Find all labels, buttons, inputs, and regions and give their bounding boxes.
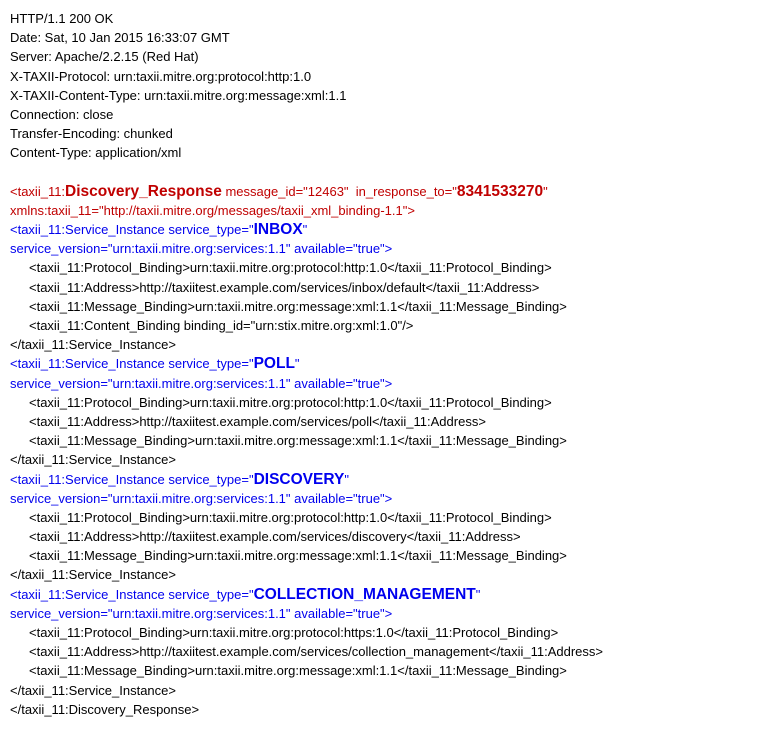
service-child-element: <taxii_11:Protocol_Binding>urn:taxii.mitre.org:protocol:http:1.0</taxii_11:Protocol_Binding>	[29, 509, 552, 525]
http-headers	[10, 9, 768, 163]
service-child-element: <taxii_11:Protocol_Binding>urn:taxii.mitre.org:protocol:http:1.0</taxii_11:Protocol_Binding>	[29, 260, 552, 276]
service-instance-poll	[10, 354, 768, 469]
taxii-content-type-header: X-TAXII-Content-Type: urn:taxii.mitre.org:message:xml:1.1	[10, 87, 347, 103]
service-instance-list	[10, 220, 768, 700]
service-instance-collection-management	[10, 585, 768, 700]
header-body-separator	[10, 163, 768, 182]
date-header: Date: Sat, 10 Jan 2015 16:33:07 GMT	[10, 30, 230, 46]
service-tag-suffix: "	[302, 222, 308, 238]
service-version-line: service_version="urn:taxii.mitre.org:services:1.1" available="true">	[10, 490, 393, 506]
service-tag-prefix: <taxii_11:Service_Instance service_type="	[10, 222, 254, 238]
response-xmlns-line: xmlns:taxii_11="http://taxii.mitre.org/messages/taxii_xml_binding-1.1">	[10, 202, 415, 218]
service-version-line: service_version="urn:taxii.mitre.org:services:1.1" available="true">	[10, 241, 393, 257]
service-child-element: <taxii_11:Message_Binding>urn:taxii.mitre.org:message:xml:1.1</taxii_11:Message_Binding>	[29, 298, 567, 314]
service-tag-suffix: "	[344, 471, 349, 487]
service-type-value: POLL	[253, 355, 295, 373]
service-instance-inbox	[10, 220, 768, 354]
service-instance-close-tag: </taxii_11:Service_Instance>	[10, 682, 176, 698]
taxii-protocol-header: X-TAXII-Protocol: urn:taxii.mitre.org:protocol:http:1.0	[10, 68, 312, 84]
service-instance-open-tag	[10, 470, 768, 489]
in-response-to-value: 8341533270	[456, 182, 544, 200]
service-instance-close-tag: </taxii_11:Service_Instance>	[10, 452, 176, 468]
service-child-element: <taxii_11:Address>http://taxiitest.example.com/services/discovery</taxii_11:Address>	[29, 529, 521, 545]
discovery-response-open-tag	[10, 182, 768, 201]
service-tag-prefix: <taxii_11:Service_Instance service_type="	[10, 356, 254, 372]
service-tag-suffix: "	[475, 586, 481, 602]
service-child-element: <taxii_11:Protocol_Binding>urn:taxii.mitre.org:protocol:https:1.0</taxii_11:Protocol_Binding>	[29, 625, 559, 640]
service-child-element: <taxii_11:Address>http://taxiitest.example.com/services/collection_management</taxii_11:Address>	[29, 644, 603, 660]
xml-body	[10, 182, 768, 719]
http-response-document	[10, 9, 768, 719]
response-element-name: Discovery_Response	[65, 182, 222, 200]
content-type-header: Content-Type: application/xml	[10, 145, 182, 161]
service-child-element: <taxii_11:Message_Binding>urn:taxii.mitre.org:message:xml:1.1</taxii_11:Message_Binding>	[29, 433, 567, 449]
service-type-value: INBOX	[253, 221, 303, 239]
response-attributes: message_id="12463" in_response_to="	[221, 183, 457, 199]
discovery-response-close-tag: </taxii_11:Discovery_Response>	[10, 701, 200, 717]
service-version-line: service_version="urn:taxii.mitre.org:services:1.1" available="true">	[10, 605, 393, 621]
service-child-element: <taxii_11:Protocol_Binding>urn:taxii.mitre.org:protocol:http:1.0</taxii_11:Protocol_Binding>	[29, 394, 552, 410]
status-line: HTTP/1.1 200 OK	[10, 11, 114, 26]
service-tag-suffix: "	[294, 356, 300, 372]
response-attributes-end: "	[543, 183, 548, 199]
service-tag-prefix: <taxii_11:Service_Instance service_type="	[10, 471, 254, 487]
service-instance-open-tag	[10, 585, 768, 604]
service-instance-discovery	[10, 470, 768, 585]
connection-header: Connection: close	[10, 106, 114, 122]
service-type-value: DISCOVERY	[253, 470, 345, 488]
transfer-encoding-header: Transfer-Encoding: chunked	[10, 126, 173, 142]
service-instance-open-tag	[10, 220, 768, 239]
service-type-value: COLLECTION_MANAGEMENT	[253, 585, 476, 603]
service-version-line: service_version="urn:taxii.mitre.org:services:1.1" available="true">	[10, 375, 393, 391]
server-header: Server: Apache/2.2.15 (Red Hat)	[10, 49, 199, 65]
service-instance-close-tag: </taxii_11:Service_Instance>	[10, 567, 176, 583]
service-child-element: <taxii_11:Address>http://taxiitest.example.com/services/poll</taxii_11:Address>	[29, 413, 486, 429]
response-tag-prefix: <taxii_11:	[10, 183, 66, 199]
service-tag-prefix: <taxii_11:Service_Instance service_type="	[10, 586, 254, 602]
service-child-element: <taxii_11:Address>http://taxiitest.example.com/services/inbox/default</taxii_11:Address>	[29, 279, 540, 295]
service-child-element: <taxii_11:Message_Binding>urn:taxii.mitre.org:message:xml:1.1</taxii_11:Message_Binding>	[29, 663, 567, 679]
service-child-element: <taxii_11:Content_Binding binding_id="urn:stix.mitre.org:xml:1.0"/>	[29, 318, 414, 333]
service-child-element: <taxii_11:Message_Binding>urn:taxii.mitre.org:message:xml:1.1</taxii_11:Message_Binding>	[29, 548, 567, 564]
service-instance-close-tag: </taxii_11:Service_Instance>	[10, 337, 176, 353]
service-instance-open-tag	[10, 354, 768, 373]
